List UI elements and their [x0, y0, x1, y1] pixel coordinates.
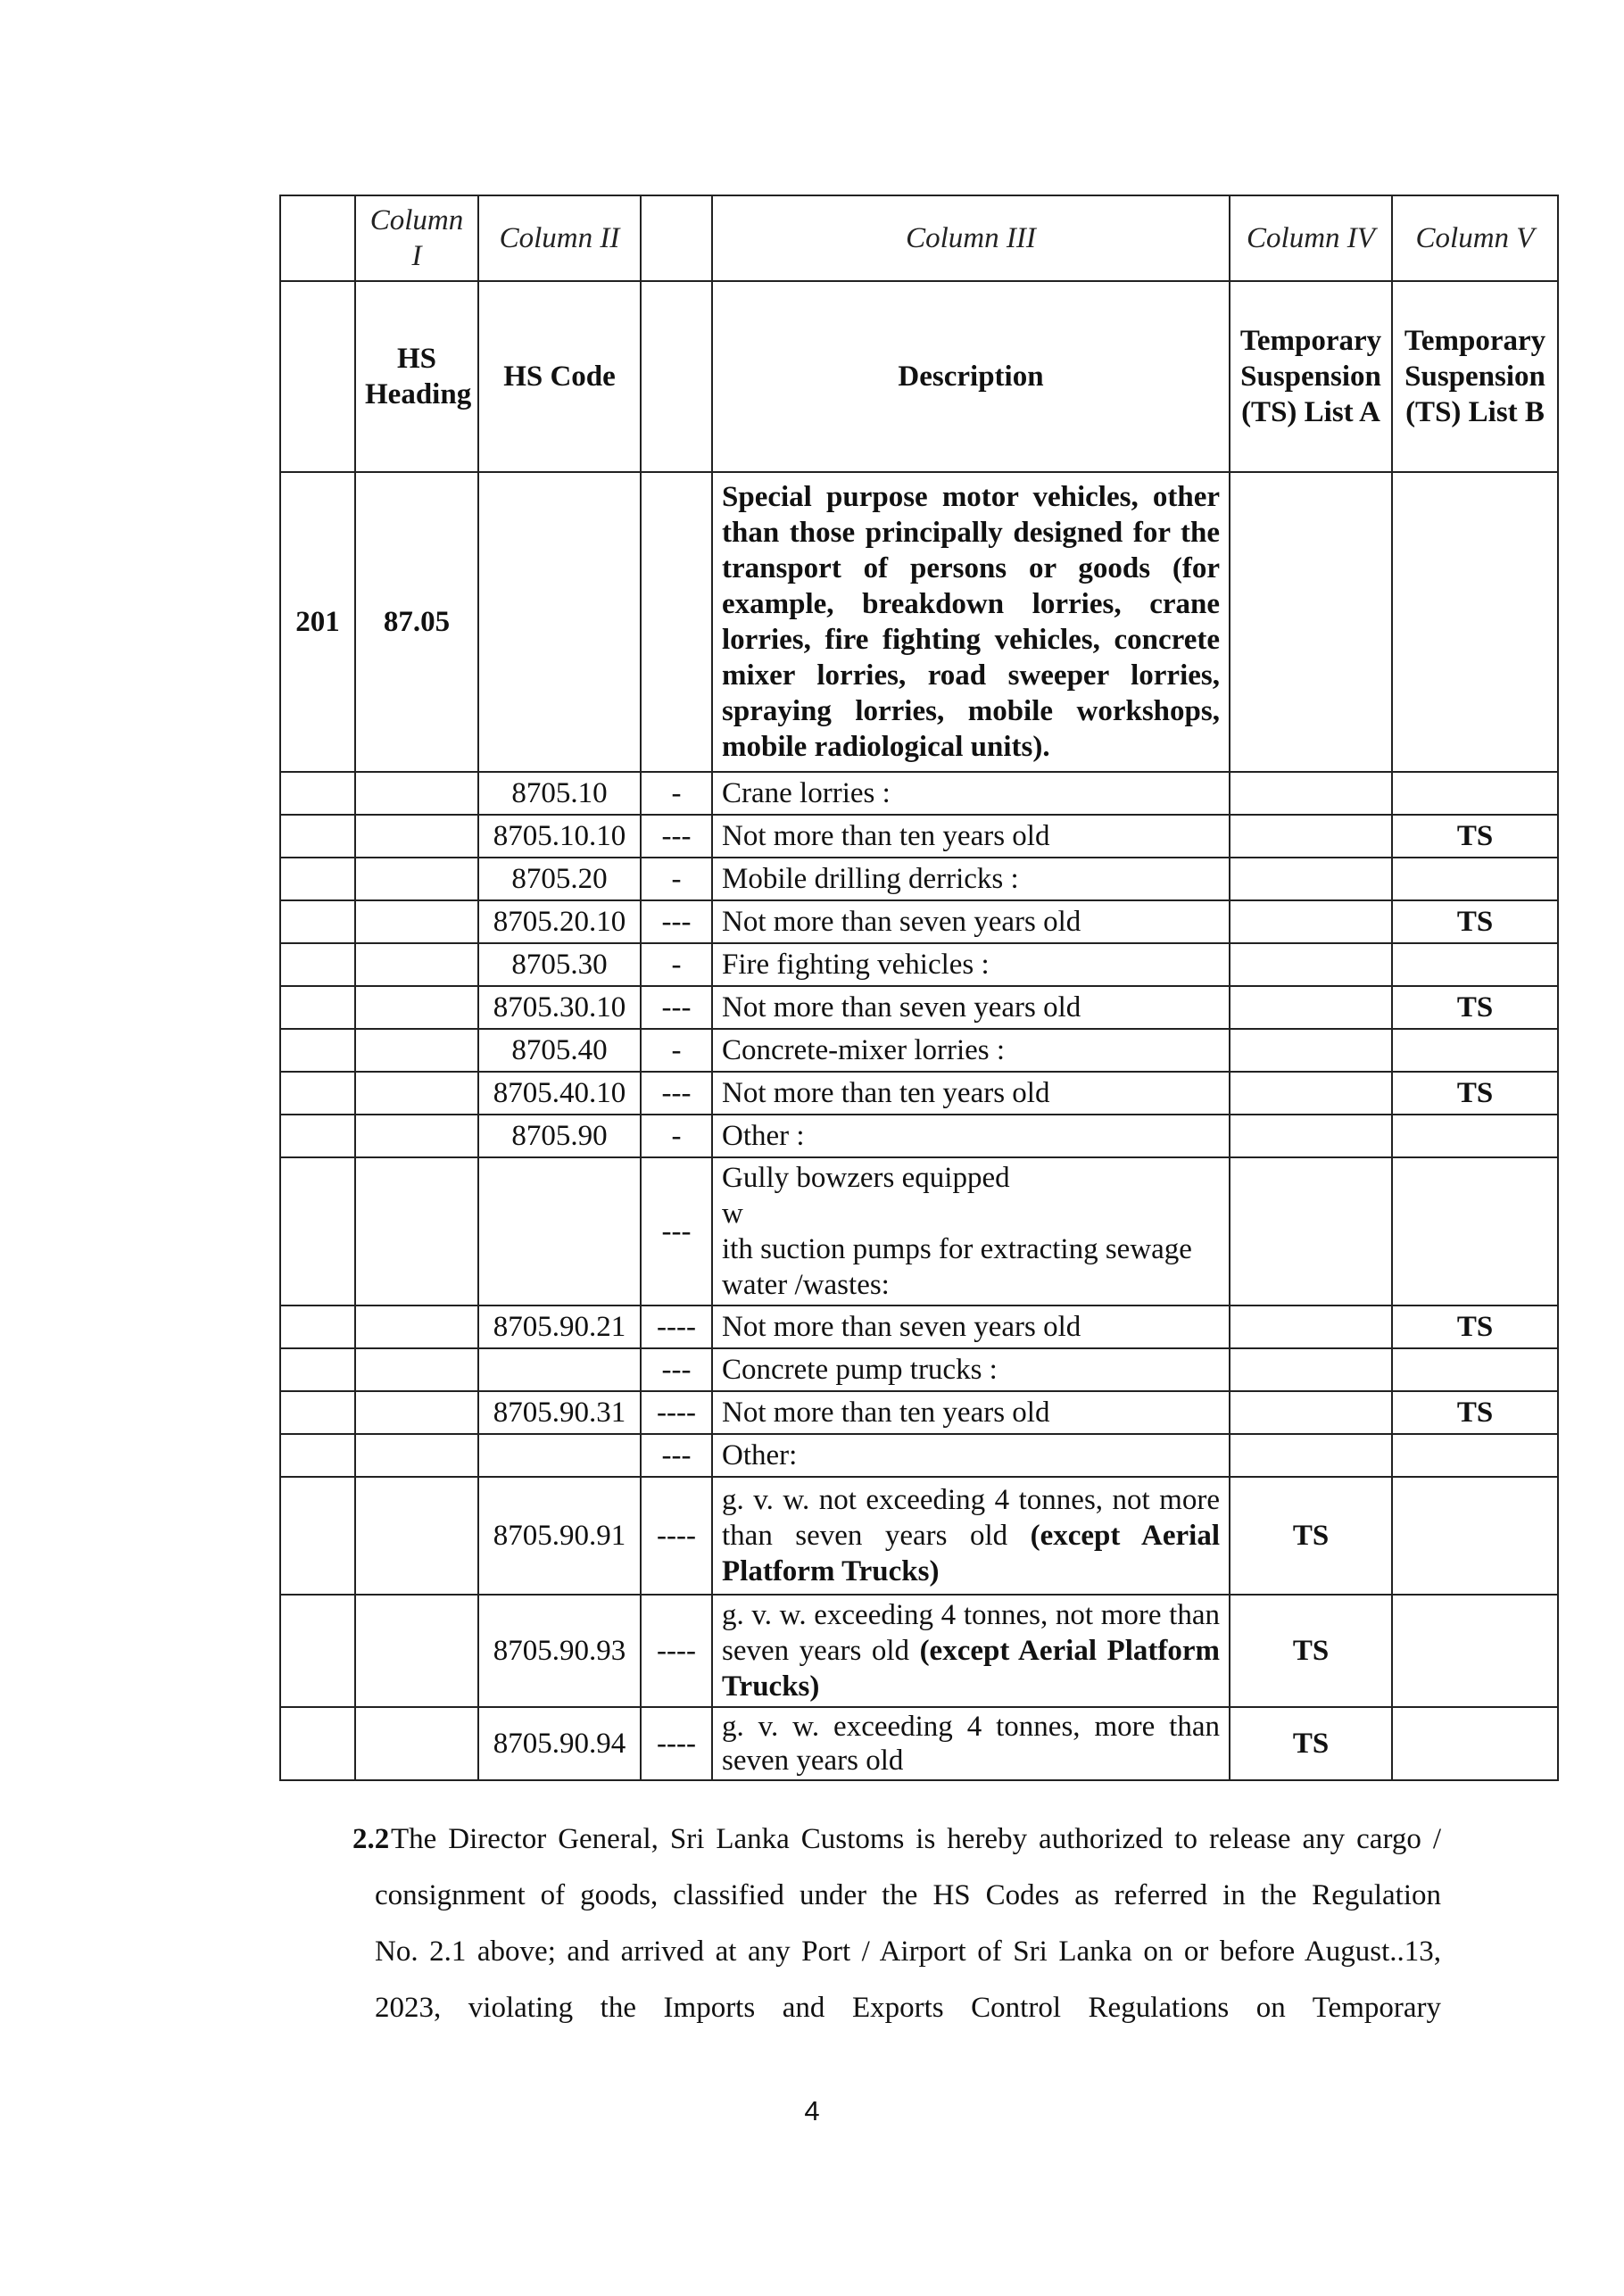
- serial-number: [280, 1029, 355, 1072]
- description: Mobile drilling derricks :: [712, 858, 1230, 900]
- column-header: Temporary Suspension (TS) List A: [1230, 281, 1392, 472]
- ts-list-a: [1230, 1434, 1392, 1477]
- paragraph-line: 2023, violating the Imports and Exports Control Regulations on Temporary: [375, 1992, 1441, 2024]
- table-row: [280, 1434, 1558, 1477]
- column-header: HS Heading: [355, 281, 478, 472]
- hs-heading: [355, 1348, 478, 1391]
- table-row: [280, 986, 1558, 1029]
- column-header: Description: [712, 281, 1230, 472]
- hs-code: 8705.90.21: [478, 1305, 641, 1348]
- serial-number: [280, 1707, 355, 1780]
- hs-code: 8705.90.93: [478, 1595, 641, 1707]
- description-text: g. v. w. not exceeding 4 tonnes, not more than seven years old: [722, 1484, 1220, 1552]
- description: Not more than ten years old: [712, 1072, 1230, 1115]
- description: [712, 1477, 1230, 1595]
- ts-list-a: [1230, 815, 1392, 858]
- description: g. v. w. exceeding 4 tonnes, more than seven years old: [712, 1707, 1230, 1780]
- description-exception: (except Aerial Platform Trucks): [722, 1635, 1220, 1703]
- serial-number: [280, 1391, 355, 1434]
- hs-code: 8705.10.10: [478, 815, 641, 858]
- table-row: [280, 943, 1558, 986]
- hs-code: 8705.30.10: [478, 986, 641, 1029]
- description: Concrete-mixer lorries :: [712, 1029, 1230, 1072]
- hs-heading: [355, 1595, 478, 1707]
- ts-list-b: [1392, 1707, 1558, 1780]
- serial-number: [280, 1595, 355, 1707]
- hs-heading: 87.05: [355, 472, 478, 772]
- column-header-row: [280, 281, 1558, 472]
- ts-list-b-cell: [1392, 472, 1558, 772]
- description: Fire fighting vehicles :: [712, 943, 1230, 986]
- column-label: Column IV: [1230, 195, 1392, 281]
- hs-code: 8705.20: [478, 858, 641, 900]
- ts-list-a: [1230, 1115, 1392, 1157]
- description: [712, 1157, 1230, 1305]
- dash-marker: -: [641, 772, 712, 815]
- serial-number: [280, 1305, 355, 1348]
- dash-marker: ---: [641, 815, 712, 858]
- ts-list-a: [1230, 1157, 1392, 1305]
- table-row: [280, 1391, 1558, 1434]
- hs-heading: [355, 986, 478, 1029]
- hs-heading: [355, 1157, 478, 1305]
- ts-list-a: TS: [1230, 1707, 1392, 1780]
- dash-marker: ---: [641, 1157, 712, 1305]
- serial-number: [280, 1348, 355, 1391]
- hs-heading: [355, 1434, 478, 1477]
- hs-code-table: [279, 195, 1559, 1781]
- ts-list-a: TS: [1230, 1595, 1392, 1707]
- hs-heading: [355, 1477, 478, 1595]
- table-row: [280, 772, 1558, 815]
- hs-code: [478, 1348, 641, 1391]
- ts-list-b: [1392, 1029, 1558, 1072]
- column-label: Column V: [1392, 195, 1558, 281]
- ts-list-b: [1392, 1348, 1558, 1391]
- ts-list-a: [1230, 1391, 1392, 1434]
- hs-heading: [355, 943, 478, 986]
- ts-list-a: [1230, 986, 1392, 1029]
- hs-heading: [355, 1072, 478, 1115]
- description-line: w: [722, 1198, 743, 1230]
- ts-list-a: TS: [1230, 1477, 1392, 1595]
- hs-code: 8705.10: [478, 772, 641, 815]
- serial-number: [280, 1477, 355, 1595]
- dash-marker: -: [641, 858, 712, 900]
- ts-list-a: [1230, 1072, 1392, 1115]
- column-label: [641, 195, 712, 281]
- description: Not more than seven years old: [712, 900, 1230, 943]
- dash-marker: ----: [641, 1305, 712, 1348]
- hs-code: 8705.40: [478, 1029, 641, 1072]
- table-row: [280, 1157, 1558, 1305]
- hs-heading: [355, 1029, 478, 1072]
- table-row: [280, 1029, 1558, 1072]
- serial-number: [280, 858, 355, 900]
- heading-row: [280, 472, 1558, 772]
- ts-list-b: [1392, 1595, 1558, 1707]
- ts-list-b: [1392, 1434, 1558, 1477]
- page-number: 4: [804, 2095, 820, 2126]
- description: [712, 1595, 1230, 1707]
- paragraph-line: consignment of goods, classified under the HS Codes as referred in the Regulation: [375, 1879, 1441, 1911]
- table-row: [280, 1707, 1558, 1780]
- hs-heading: [355, 858, 478, 900]
- serial-number: [280, 1115, 355, 1157]
- hs-code: 8705.90.31: [478, 1391, 641, 1434]
- dash-marker: -: [641, 1029, 712, 1072]
- serial-number: [280, 943, 355, 986]
- table-row: [280, 858, 1558, 900]
- paragraph-line: No. 2.1 above; and arrived at any Port / Airport of Sri Lanka on or before August..13,: [375, 1935, 1441, 1968]
- description: Other :: [712, 1115, 1230, 1157]
- hs-heading: [355, 1305, 478, 1348]
- ts-list-b: TS: [1392, 815, 1558, 858]
- hs-code: [478, 1157, 641, 1305]
- hs-heading: [355, 1115, 478, 1157]
- serial-number: [280, 1072, 355, 1115]
- hs-code: 8705.90.94: [478, 1707, 641, 1780]
- ts-list-a: [1230, 943, 1392, 986]
- dash-marker: ---: [641, 1348, 712, 1391]
- serial-number: [280, 1157, 355, 1305]
- hs-code: 8705.90.91: [478, 1477, 641, 1595]
- ts-list-b: [1392, 772, 1558, 815]
- dash-marker: -: [641, 943, 712, 986]
- ts-list-b: [1392, 1477, 1558, 1595]
- hs-code-cell: [478, 472, 641, 772]
- description-exception: (except Aerial Platform Trucks): [722, 1520, 1220, 1587]
- paragraph-number: 2.2: [352, 1823, 390, 1855]
- dash-cell: [641, 472, 712, 772]
- hs-heading: [355, 1707, 478, 1780]
- hs-code: 8705.90: [478, 1115, 641, 1157]
- ts-list-b: TS: [1392, 986, 1558, 1029]
- table-row: [280, 815, 1558, 858]
- column-label-row: [280, 195, 1558, 281]
- column-header: Temporary Suspension (TS) List B: [1392, 281, 1558, 472]
- description: Not more than seven years old: [712, 986, 1230, 1029]
- description: Crane lorries :: [712, 772, 1230, 815]
- table-row: [280, 1595, 1558, 1707]
- table-row: [280, 1072, 1558, 1115]
- ts-list-a: [1230, 1305, 1392, 1348]
- heading-description: Special purpose motor vehicles, other than those principally designed for the transport of persons or goods (for example, breakdown lorries, crane lorries, fire fighting vehicles, concrete mixer lorries, road sweeper lorries, spraying lorries, mobile workshops, mobile radiological units).: [712, 472, 1230, 772]
- ts-list-b: TS: [1392, 1305, 1558, 1348]
- description-line: Gully bowzers equipped: [722, 1162, 1010, 1194]
- dash-marker: ----: [641, 1391, 712, 1434]
- ts-list-a: [1230, 858, 1392, 900]
- description: Not more than ten years old: [712, 815, 1230, 858]
- ts-list-a: [1230, 772, 1392, 815]
- dash-marker: ----: [641, 1595, 712, 1707]
- serial-number: [280, 772, 355, 815]
- column-header: [280, 281, 355, 472]
- table-row: [280, 1348, 1558, 1391]
- ts-list-a: [1230, 900, 1392, 943]
- table-row: [280, 1477, 1558, 1595]
- dash-marker: ---: [641, 986, 712, 1029]
- serial-number: [280, 815, 355, 858]
- column-label: Column II: [478, 195, 641, 281]
- serial-number: [280, 900, 355, 943]
- dash-marker: ---: [641, 1434, 712, 1477]
- ts-list-b: TS: [1392, 1391, 1558, 1434]
- description: Not more than ten years old: [712, 1391, 1230, 1434]
- dash-marker: ---: [641, 1072, 712, 1115]
- description: Other:: [712, 1434, 1230, 1477]
- ts-list-b: [1392, 1157, 1558, 1305]
- paragraph-2-2: [352, 1811, 1441, 2036]
- column-label: Column III: [712, 195, 1230, 281]
- ts-list-b: TS: [1392, 1072, 1558, 1115]
- hs-code: [478, 1434, 641, 1477]
- serial-number: 201: [280, 472, 355, 772]
- serial-number: [280, 1434, 355, 1477]
- hs-code: 8705.40.10: [478, 1072, 641, 1115]
- column-header: [641, 281, 712, 472]
- description-text: g. v. w. exceeding 4 tonnes, not more than seven years old: [722, 1599, 1220, 1667]
- hs-heading: [355, 1391, 478, 1434]
- hs-code: 8705.20.10: [478, 900, 641, 943]
- hs-heading: [355, 815, 478, 858]
- column-label: [280, 195, 355, 281]
- description-line: water /wastes:: [722, 1269, 890, 1301]
- ts-list-a: [1230, 1029, 1392, 1072]
- table-row: [280, 1305, 1558, 1348]
- ts-list-b: TS: [1392, 900, 1558, 943]
- dash-marker: ----: [641, 1477, 712, 1595]
- hs-code: 8705.30: [478, 943, 641, 986]
- column-label: Column I: [355, 195, 478, 281]
- hs-heading: [355, 900, 478, 943]
- dash-marker: -: [641, 1115, 712, 1157]
- dash-marker: ---: [641, 900, 712, 943]
- hs-heading: [355, 772, 478, 815]
- description: Concrete pump trucks :: [712, 1348, 1230, 1391]
- ts-list-a-cell: [1230, 472, 1392, 772]
- column-header: HS Code: [478, 281, 641, 472]
- ts-list-a: [1230, 1348, 1392, 1391]
- ts-list-b: [1392, 943, 1558, 986]
- paragraph-line: The Director General, Sri Lanka Customs is hereby authorized to release any cargo /: [391, 1823, 1441, 1855]
- description: Not more than seven years old: [712, 1305, 1230, 1348]
- table-row: [280, 1115, 1558, 1157]
- ts-list-b: [1392, 858, 1558, 900]
- dash-marker: ----: [641, 1707, 712, 1780]
- table-row: [280, 900, 1558, 943]
- description-line: ith suction pumps for extracting sewage: [722, 1233, 1192, 1265]
- ts-list-b: [1392, 1115, 1558, 1157]
- serial-number: [280, 986, 355, 1029]
